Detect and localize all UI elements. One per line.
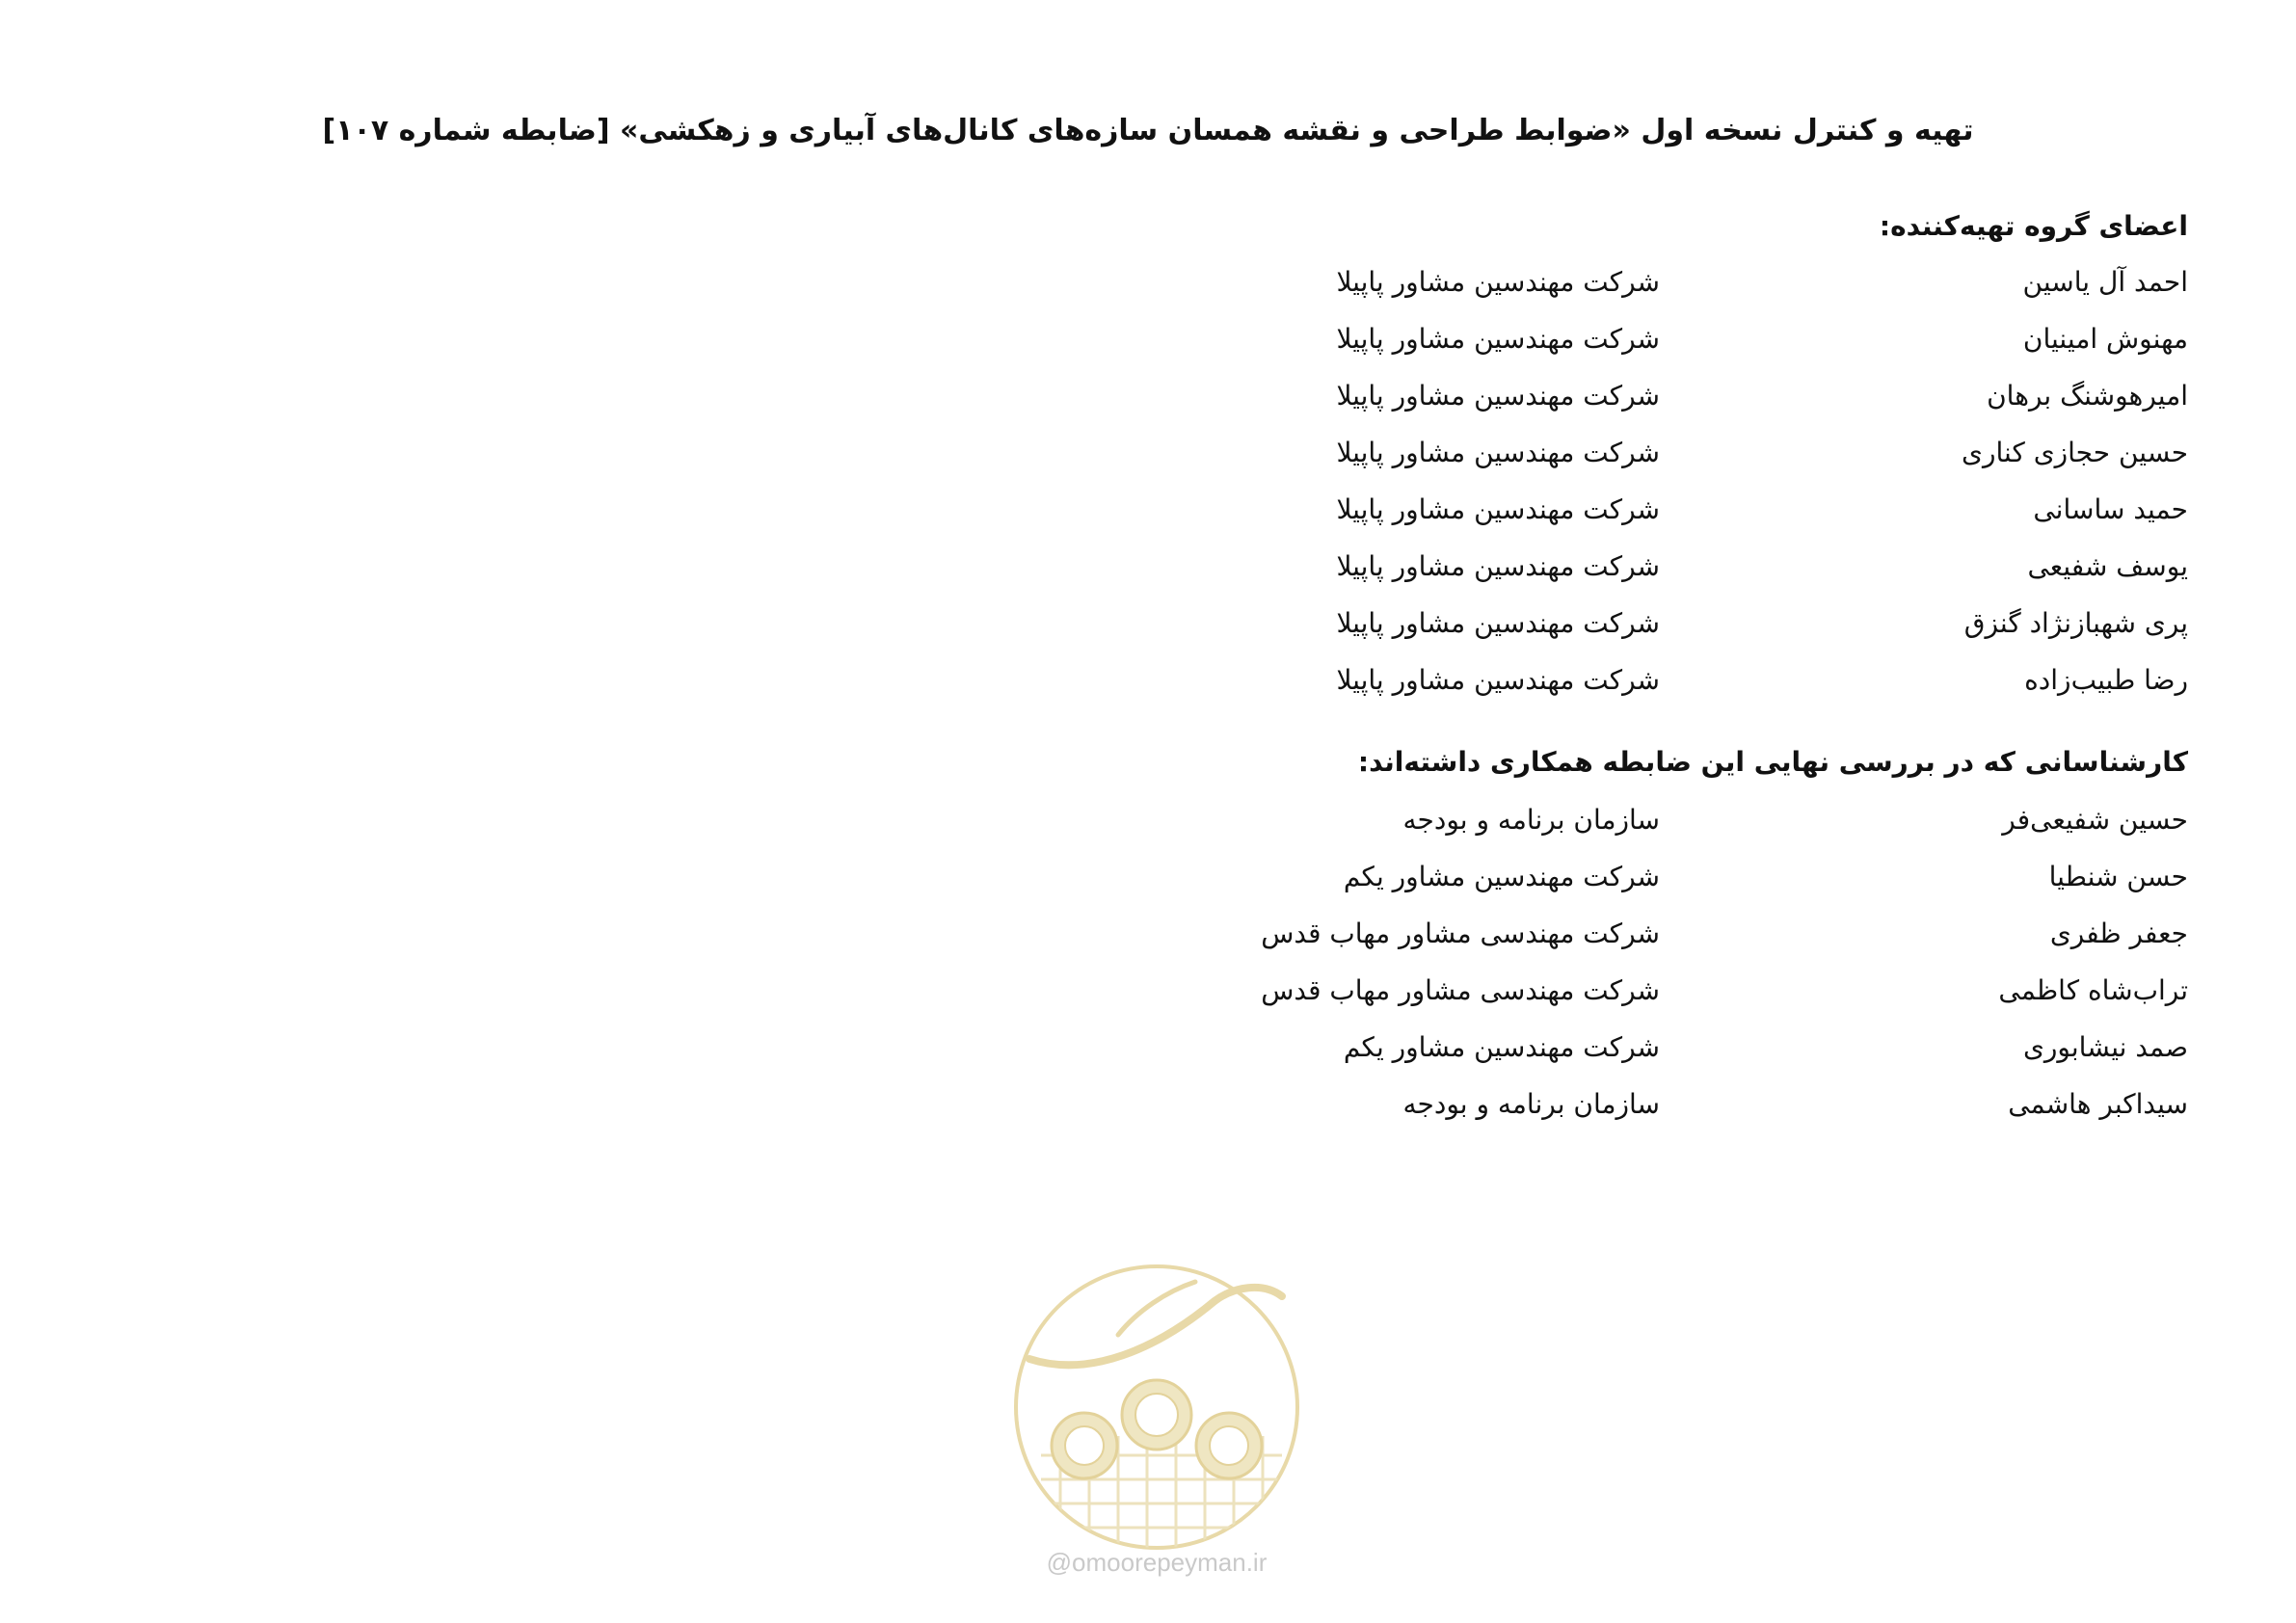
member-name: تراب‌شاه کاظمی: [1998, 974, 2188, 1006]
page-title: تهیه و کنترل نسخه اول «ضوابط طراحی و نقشه همسان سازه‌های کانال‌های آبیاری و زهکشی» [ضابطه شماره ۱۰۷]: [322, 114, 1974, 147]
member-name: حمید ساسانی: [2033, 493, 2188, 525]
member-org: شرکت مهندسی مشاور مهاب قدس: [1261, 974, 1660, 1006]
member-name: جعفر ظفری: [2049, 918, 2188, 949]
member-name: حسین حجازی کناری: [1962, 437, 2188, 468]
member-org: شرکت مهندسین مشاور پاپیلا: [1336, 437, 1660, 468]
reviewers-heading: کارشناسانی که در بررسی نهایی این ضابطه همکاری داشته‌اند:: [1357, 746, 2188, 778]
list-item: [0, 974, 2296, 1023]
member-org: شرکت مهندسین مشاور یکم: [1343, 1031, 1660, 1063]
list-item: [0, 804, 2296, 852]
member-name: صمد نیشابوری: [2022, 1031, 2188, 1063]
member-org: شرکت مهندسین مشاور یکم: [1343, 861, 1660, 892]
member-name: یوسف شفیعی: [2027, 550, 2188, 582]
list-item: [0, 550, 2296, 599]
member-org: شرکت مهندسین مشاور پاپیلا: [1336, 493, 1660, 525]
member-name: امیرهوشنگ برهان: [1987, 380, 2188, 412]
list-item: [0, 918, 2296, 966]
watermark-logo-icon: [1002, 1243, 1311, 1590]
list-item: [0, 493, 2296, 542]
member-org: شرکت مهندسین مشاور پاپیلا: [1336, 380, 1660, 412]
member-org: شرکت مهندسین مشاور پاپیلا: [1336, 550, 1660, 582]
member-name: سیداکبر هاشمی: [2008, 1088, 2188, 1120]
member-name: پری شهبازنژاد گنزق: [1963, 607, 2188, 639]
member-org: شرکت مهندسین مشاور پاپیلا: [1336, 664, 1660, 696]
member-name: رضا طبیب‌زاده: [2024, 664, 2188, 696]
list-item: [0, 437, 2296, 485]
list-item: [0, 266, 2296, 314]
watermark-url: @omoorepeyman.ir: [1046, 1548, 1268, 1577]
member-name: حسین شفیعی‌فر: [2002, 804, 2188, 836]
list-item: [0, 607, 2296, 655]
list-item: [0, 1088, 2296, 1136]
list-item: [0, 380, 2296, 428]
member-name: حسن شنطیا: [2048, 861, 2188, 892]
member-org: شرکت مهندسین مشاور پاپیلا: [1336, 323, 1660, 355]
member-org: شرکت مهندسی مشاور مهاب قدس: [1261, 918, 1660, 949]
member-org: سازمان برنامه و بودجه: [1402, 804, 1660, 836]
list-item: [0, 861, 2296, 909]
preparers-heading: اعضای گروه تهیه‌کننده:: [1879, 210, 2188, 242]
list-item: [0, 323, 2296, 371]
member-name: احمد آل یاسین: [2022, 266, 2188, 298]
member-org: شرکت مهندسین مشاور پاپیلا: [1336, 607, 1660, 639]
list-item: [0, 664, 2296, 712]
member-name: مهنوش امینیان: [2022, 323, 2188, 355]
member-org: شرکت مهندسین مشاور پاپیلا: [1336, 266, 1660, 298]
member-org: سازمان برنامه و بودجه: [1402, 1088, 1660, 1120]
list-item: [0, 1031, 2296, 1079]
